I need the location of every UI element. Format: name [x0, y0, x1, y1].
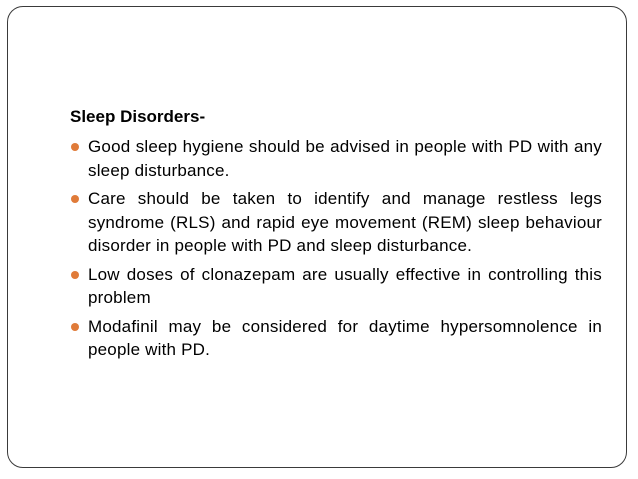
bullet-dot-icon — [71, 195, 79, 203]
bullet-text: Modafinil may be considered for daytime hypersomnolence in people with PD. — [88, 316, 602, 359]
bullet-text: Care should be taken to identify and manage restless legs syndrome (RLS) and rapid eye movement (REM) sleep behaviour disorder in people with PD and sleep disturbance. — [88, 189, 602, 255]
slide-heading: Sleep Disorders- — [70, 107, 206, 126]
bullet-item — [70, 135, 602, 182]
slide-content — [70, 106, 602, 367]
bullet-dot-icon — [71, 323, 79, 331]
bullet-item — [70, 187, 602, 258]
bullet-dot-icon — [71, 143, 79, 151]
bullet-item — [70, 315, 602, 362]
bullet-dot-icon — [71, 271, 79, 279]
bullet-list — [70, 135, 602, 362]
bullet-text: Low doses of clonazepam are usually effective in controlling this problem — [88, 264, 602, 307]
bullet-text: Good sleep hygiene should be advised in people with PD with any sleep disturbance. — [88, 137, 602, 180]
bullet-item — [70, 263, 602, 310]
